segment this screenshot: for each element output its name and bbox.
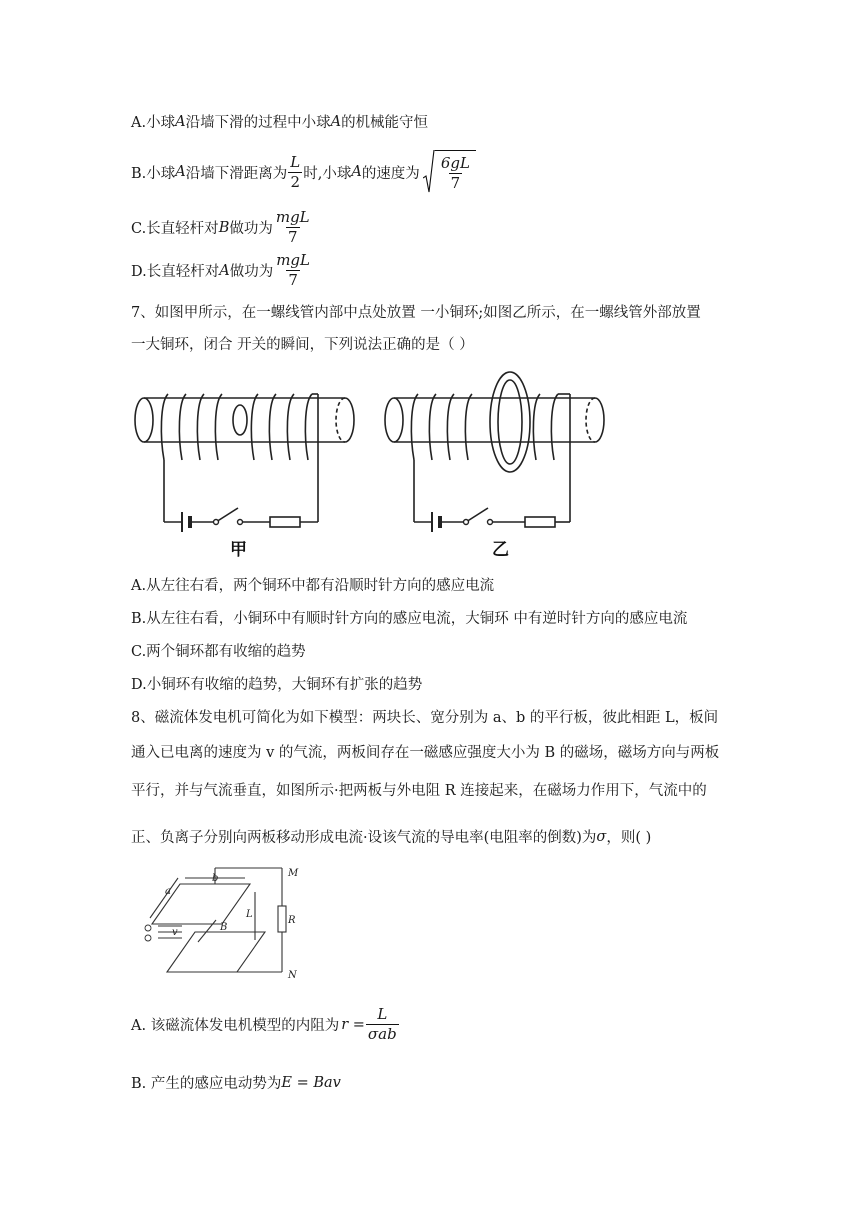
q7-stem-line1: 7、如图甲所示，在一螺线管内部中点处放置 一小铜环;如图乙所示，在一螺线管外部放置 [131, 305, 701, 321]
q8-option-a: A. 该磁流体发电机模型的内阻为 r = $\frac{L}{\text{σab}}$ [131, 1005, 397, 1043]
label-a: a [165, 886, 171, 897]
fraction-l-over-2: $\frac{L}{2}$ [290, 152, 301, 191]
label-r: R [288, 915, 296, 926]
q8-stem-line3: 平行，并与气流垂直，如图所示·把两板与外电阻 R 连接起来，在磁场力作用下，气流中的 [131, 783, 707, 799]
q8-option-b: B. 产生的感应电动势为 E = Bav [131, 1074, 341, 1092]
q7-option-c: C.两个铜环都有收缩的趋势 [131, 644, 306, 660]
q7-option-d: D.小铜环有收缩的趋势，大铜环有扩张的趋势 [131, 677, 423, 693]
q6-option-d: D.长直轻杆对 A 做功为 $\frac{\text{mgL}}{7}$ [131, 251, 310, 289]
figure-jia-solenoid [130, 368, 360, 563]
square-root: $\frac{6gL}{7}$ [423, 150, 476, 194]
label-m: M [288, 868, 299, 879]
q8-stem-line4: 正、负离子分别向两板移动形成电流·设该气流的导电率(电阻率的倒数)为 σ ，则( ) [131, 828, 652, 846]
q6-option-c: C.长直轻杆对 B 做功为 $\frac{\text{mgL}}{7}$ [131, 208, 310, 246]
fraction-internal-resistance: $\frac{L}{\text{σab}}$ [367, 1005, 397, 1043]
q7-option-a: A.从左往右看，两个铜环中都有沿顺时针方向的感应电流 [131, 578, 495, 594]
q6-option-b: B.小球 A 沿墙下滑距离为 $\frac{L}{2}$ 时,小球 A 的速度为 $\frac{6gL}{7}$ [131, 150, 476, 194]
label-n: N [288, 970, 297, 981]
q7-option-b: B.从左往右看，小铜环中有顺时针方向的感应电流，大铜环 中有逆时针方向的感应电流 [131, 611, 688, 627]
label-jia: 甲 [230, 540, 247, 560]
q6-option-a: A.小球 A 沿墙下滑的过程中小球 A 的机械能守恒 [131, 113, 429, 131]
label-field-b: B [220, 922, 228, 933]
q8-stem-line2: 通入已电离的速度为 v 的气流，两板间存在一磁感应强度大小为 B 的磁场，磁场方向与两板 [131, 745, 720, 761]
label-b: b [212, 873, 219, 884]
q8-stem-line1: 8、磁流体发电机可简化为如下模型：两块长、宽分别为 a、b 的平行板，彼此相距 L，板间 [131, 710, 719, 726]
figure-mhd-generator [140, 862, 315, 987]
label-yi: 乙 [492, 540, 509, 560]
label-l: L [246, 909, 253, 920]
figure-yi-solenoid [380, 368, 610, 563]
q7-stem-line2: 一大铜环，闭合 开关的瞬间，下列说法正确的是（ ） [131, 337, 474, 353]
label-v: v [172, 927, 178, 938]
